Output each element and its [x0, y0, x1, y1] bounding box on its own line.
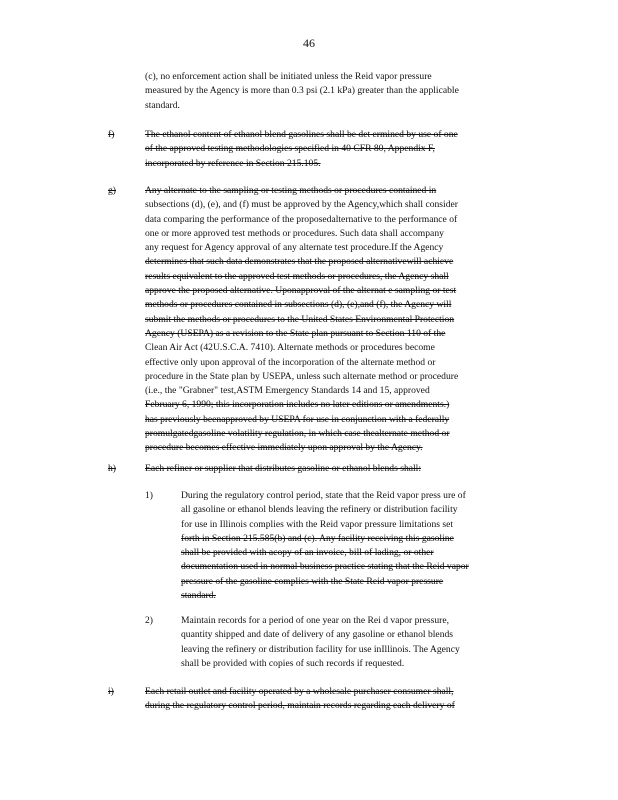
text-line: February 6, 1990; this incorporation includes no later editions or amendments.): [145, 399, 450, 411]
text-line: quantity shipped and date of delivery of any gasoline or ethanol blends: [181, 629, 454, 641]
page-number: 46: [303, 36, 315, 50]
text-line: standard.: [181, 590, 216, 602]
text-line: data comparing the performance of the proposedalternative to the performance of: [145, 213, 458, 225]
marker-g: g): [108, 185, 116, 196]
text-line: approve the proposed alternative. Uponapproval of the alternat e sampling or test: [145, 285, 457, 297]
paragraph-h: [145, 462, 535, 476]
paragraph-f: [145, 128, 535, 171]
text-line: Clean Air Act (42U.S.C.A. 7410). Alternate methods or procedures become: [145, 342, 435, 354]
text-line: one or more approved test methods or procedures. Such data shall accompany: [145, 227, 444, 239]
text-line: subsections (d), (e), and (f) must be approved by the Agency,which shall consider: [145, 199, 458, 211]
item-2-number: 2): [145, 615, 153, 626]
text-line: submit the methods or procedures to the United States Environmental Protection: [145, 313, 455, 325]
paragraph-e-continuation: [145, 70, 535, 113]
marker-f: f): [108, 129, 115, 140]
text-line: incorporated by reference in Section 215.105.: [145, 157, 321, 169]
text-line: documentation used in normal business practice stating that the Reid vapor: [181, 561, 469, 573]
item-1-text: [181, 489, 535, 603]
text-line: any request for Agency approval of any alternate test procedure.If the Agency: [145, 242, 444, 254]
text-line: results equivalent to the approved test methods or procedures, the Agency shall: [145, 270, 449, 282]
text-line: leaving the refinery or distribution facility for use inIllinois. The Agency: [181, 643, 460, 655]
text-line: effective only upon approval of the incorporation of the alternate method or: [145, 356, 436, 368]
text-line: Maintain records for a period of one year on the Rei d vapor pressure,: [181, 615, 449, 626]
text-line: promulgatedgasoline volatility regulation, in which case thealternate method or: [145, 428, 450, 440]
text-line: of the approved testing methodologies specified in 40 CFR 80, Appendix F,: [145, 143, 435, 155]
text-line: Any alternate to the sampling or testing methods or procedures contained in: [145, 185, 437, 196]
text-line: has previously beenapproved by USEPA for use in conjunction with a federally: [145, 413, 450, 425]
text-line: During the regulatory control period, state that the Reid vapor press ure of: [181, 490, 466, 501]
text-line: (i.e., the "Grabner" test,ASTM Emergency Standards 14 and 15, approved: [145, 385, 430, 397]
text-line: Agency (USEPA) as a revision to the State plan pursuant to Section 110 of the: [145, 327, 446, 339]
text-line: pressure of the gasoline complies with the State Reid vapor pressure: [181, 575, 444, 587]
text-line: Each retail outlet and facility operated by a wholesale purchaser consumer shall,: [145, 686, 454, 697]
text-line: Each refiner or supplier that distributes gasoline or ethanol blends shall:: [145, 463, 422, 474]
text-line: shall be provided with acopy of an invoice, bill of lading, or other: [181, 547, 434, 559]
marker-h: h): [108, 463, 116, 474]
text-line: during the regulatory control period, maintain records regarding each delivery of: [145, 700, 455, 712]
text-line: procedure in the State plan by USEPA, unless such alternate method or procedure: [145, 370, 459, 382]
text-line: shall be provided with copies of such records if requested.: [181, 657, 405, 669]
text-line: (c), no enforcement action shall be initiated unless the Reid vapor pressure: [145, 71, 432, 82]
paragraph-i: [145, 685, 535, 714]
item-1-number: 1): [145, 490, 153, 501]
text-line: for use in Illinois complies with the Reid vapor pressure limitations set: [181, 518, 454, 530]
text-line: determines that such data demonstrates that the proposed alternativewill achieve: [145, 256, 454, 268]
text-line: measured by the Agency is more than 0.3 psi (2.1 kPa) greater than the applicable: [145, 85, 459, 97]
paragraph-g: [145, 184, 535, 456]
text-line: The ethanol content of ethanol blend gasolines shall be det ermined by use of one: [145, 129, 458, 140]
text-line: all gasoline or ethanol blends leaving the refinery or distribution facility: [181, 504, 458, 516]
text-line: procedure becomes effective immediately upon approval by the Agency.: [145, 442, 423, 454]
text-line: forth in Section 215.585(b) and (c). Any facility receiving this gasoline: [181, 532, 454, 544]
text-line: methods or procedures contained in subsections (d), (e),and (f), the Agency will: [145, 299, 452, 311]
item-2-text: [181, 614, 535, 671]
marker-i: i): [108, 686, 114, 697]
text-line: standard.: [145, 99, 180, 111]
